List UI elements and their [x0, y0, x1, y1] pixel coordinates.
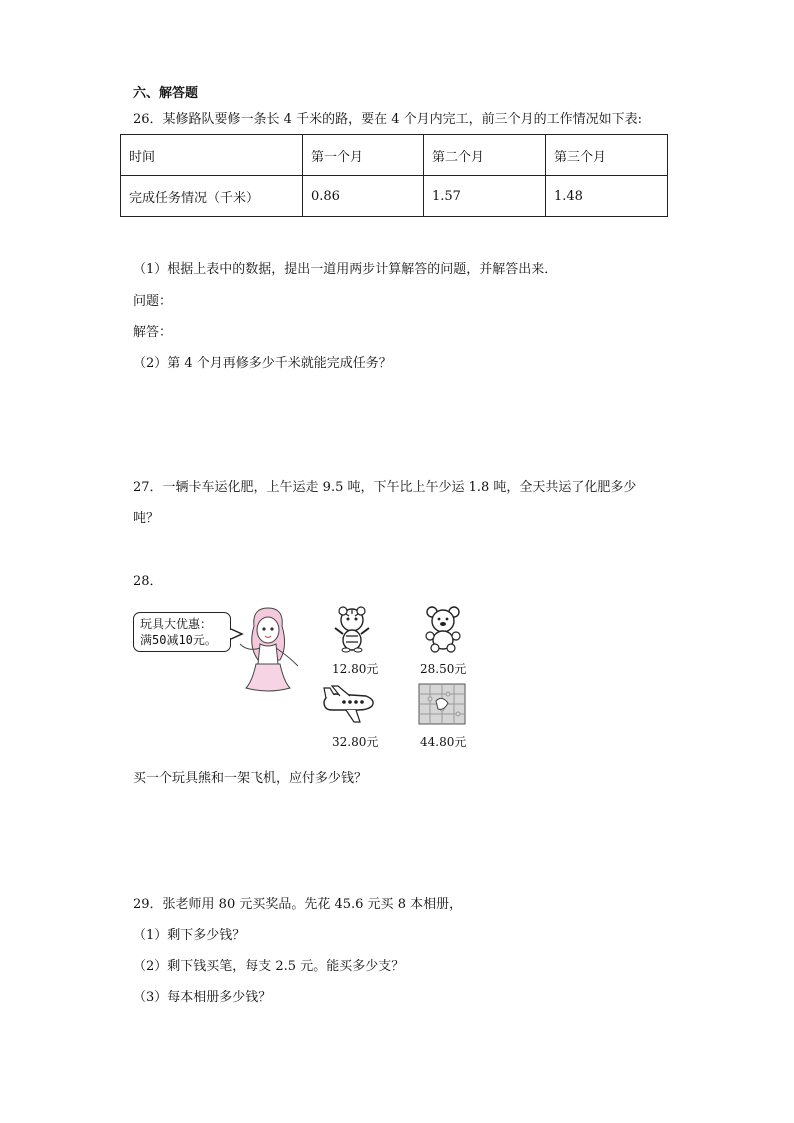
bubble-text-line: 满50减10元。	[140, 633, 217, 647]
question-29-part-2: （2）剩下钱买笔，每支 2.5 元。能买多少支？	[133, 959, 405, 974]
toy-bear-image	[422, 606, 464, 652]
question-28-text: 买一个玩具熊和一架飞机，应付多少钱？	[133, 771, 368, 786]
table-row	[121, 176, 668, 217]
table-cell: 第三个月	[546, 135, 668, 176]
work-progress-table	[120, 134, 668, 217]
table-header-row	[121, 135, 668, 176]
table-cell: 1.57	[424, 176, 546, 217]
question-26-stem: 26．某修路队要修一条长 4 千米的路，要在 4 个月内完工，前三个月的工作情况如下表:	[133, 112, 642, 127]
question-27-line-2: 吨？	[133, 511, 160, 526]
table-cell: 1.48	[546, 176, 668, 217]
question-label: 问题：	[133, 294, 173, 309]
promo-speech-bubble	[133, 612, 231, 652]
answer-label: 解答：	[133, 325, 173, 340]
table-cell: 第一个月	[303, 135, 424, 176]
toy-tiger-image	[332, 606, 372, 652]
question-29-part-3: （3）每本相册多少钱？	[133, 990, 272, 1005]
puzzle-price: 44.80元	[420, 735, 467, 749]
toy-puzzle-image	[418, 683, 466, 725]
plane-price: 32.80元	[332, 735, 379, 749]
question-27-line-1: 27．一辆卡车运化肥，上午运走 9.5 吨，下午比上午少运 1.8 吨，全天共运了化肥多少	[133, 480, 637, 495]
table-cell: 时间	[121, 135, 303, 176]
table-cell: 第二个月	[424, 135, 546, 176]
question-26-part-1: （1）根据上表中的数据，提出一道用两步计算解答的问题，并解答出来．	[133, 262, 558, 277]
table-cell: 0.86	[303, 176, 424, 217]
bear-price: 28.50元	[420, 662, 467, 676]
toy-plane-image	[322, 684, 376, 724]
section-title: 六、解答题	[133, 86, 199, 101]
table-cell: 完成任务情况（千米）	[121, 176, 303, 217]
question-29-part-1: （1）剩下多少钱？	[133, 928, 246, 943]
bubble-text-line: 玩具大优惠：	[140, 617, 213, 631]
question-26-part-2: （2）第 4 个月再修多少千米就能完成任务？	[133, 356, 392, 371]
tiger-price: 12.80元	[332, 662, 379, 676]
girl-illustration	[232, 604, 302, 694]
question-29-stem: 29．张老师用 80 元买奖品。先花 45.6 元买 8 本相册，	[133, 897, 463, 912]
question-28-number: 28．	[133, 574, 163, 589]
